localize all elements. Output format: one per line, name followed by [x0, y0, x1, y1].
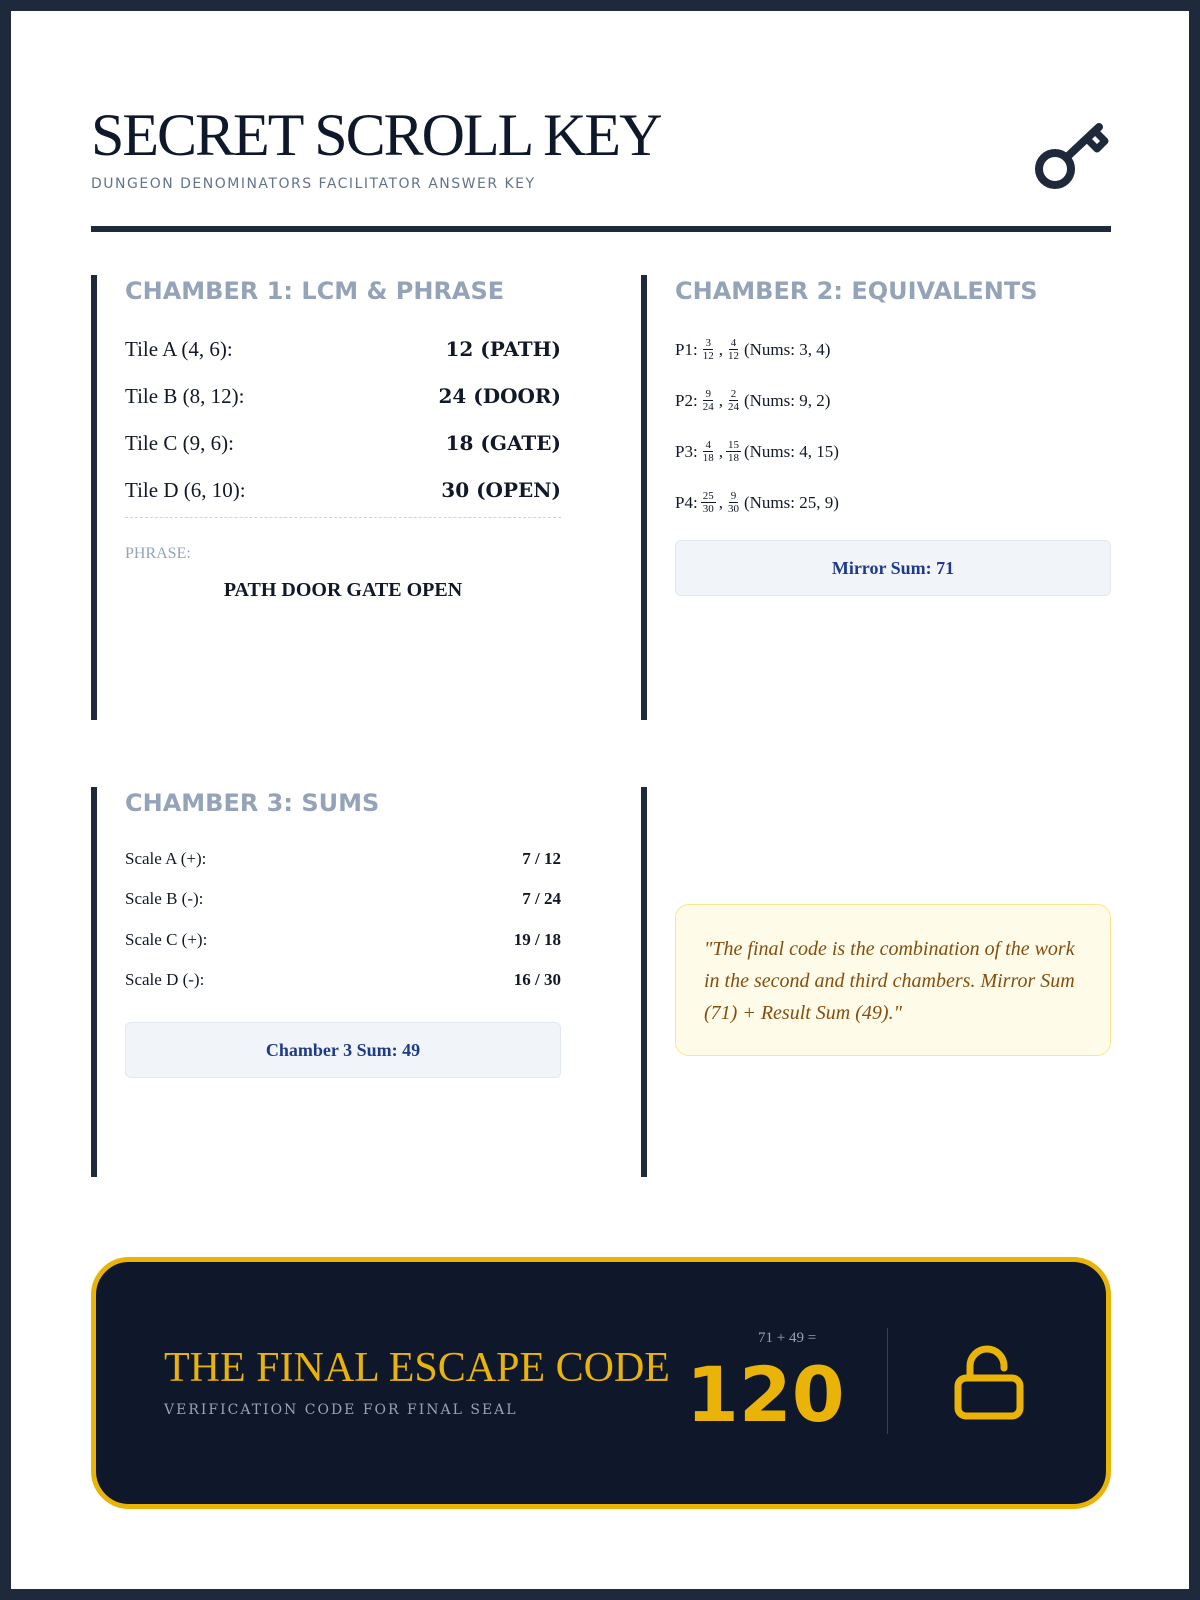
denominator: 12	[727, 350, 739, 362]
numerator: 15	[727, 439, 739, 451]
nums-note: (Nums: 3, 4)	[743, 339, 831, 359]
tile-row	[125, 337, 561, 362]
tile-row	[125, 384, 561, 409]
fraction	[701, 337, 716, 362]
final-code-title: THE FINAL ESCAPE CODE	[164, 1345, 670, 1391]
scale-value: 7 / 12	[522, 849, 561, 868]
numerator: 4	[730, 337, 737, 349]
fraction	[701, 388, 716, 413]
scale-value: 16 / 30	[513, 970, 561, 989]
divider	[125, 517, 561, 518]
scale-value: 19 / 18	[513, 930, 561, 949]
unlock-icon	[954, 1344, 1024, 1420]
fraction	[701, 490, 716, 515]
denominator: 24	[727, 401, 739, 413]
tile-label: Tile D (6, 10):	[125, 478, 246, 502]
numerator: 9	[730, 490, 737, 502]
phrase-label: PHRASE:	[125, 545, 191, 562]
chamber-1-panel	[91, 275, 561, 720]
key-icon	[1031, 117, 1111, 197]
separator: ,	[718, 492, 723, 512]
nums-note: (Nums: 4, 15)	[743, 441, 839, 461]
pair-row	[675, 439, 839, 464]
numerator: 3	[705, 337, 711, 349]
denominator: 12	[702, 350, 714, 362]
scale-label: Scale B (-):	[125, 889, 204, 908]
divider	[887, 1328, 888, 1434]
scale-label: Scale C (+):	[125, 930, 208, 949]
chamber-3-sum-box: Chamber 3 Sum: 49	[125, 1022, 561, 1078]
scale-label: Scale D (-):	[125, 970, 205, 989]
final-code-hint: "The final code is the combination of the work in the second and third chambers. Mirror Sum (71) + Result Sum (49)."	[675, 904, 1111, 1056]
pair-label: P3:	[675, 441, 698, 461]
numerator: 4	[705, 439, 711, 451]
page-subtitle: DUNGEON DENOMINATORS FACILITATOR ANSWER KEY	[91, 176, 536, 192]
tile-value: 12 (PATH)	[445, 337, 561, 361]
scale-value: 7 / 24	[522, 889, 561, 908]
nums-note: (Nums: 25, 9)	[743, 492, 839, 512]
tile-label: Tile B (8, 12):	[125, 384, 245, 408]
scale-row	[125, 889, 561, 909]
pair-row	[675, 337, 830, 362]
denominator: 24	[702, 401, 714, 413]
page-title: SECRET SCROLL KEY	[91, 102, 661, 168]
final-code-subtitle: VERIFICATION CODE FOR FINAL SEAL	[164, 1402, 518, 1418]
escape-code: 120	[686, 1350, 845, 1439]
tile-value: 30 (OPEN)	[441, 478, 561, 502]
numerator: 25	[702, 490, 714, 502]
separator: ,	[718, 390, 723, 410]
tile-row	[125, 478, 561, 503]
fraction	[726, 439, 741, 464]
tile-label: Tile C (9, 6):	[125, 431, 234, 455]
fraction	[701, 439, 716, 464]
tile-value: 24 (DOOR)	[438, 384, 561, 408]
answer-key-sheet	[11, 11, 1189, 1589]
denominator: 18	[702, 452, 714, 464]
nums-note: (Nums: 9, 2)	[743, 390, 831, 410]
pair-row	[675, 490, 839, 515]
fraction	[726, 337, 741, 362]
phrase-answer: PATH DOOR GATE OPEN	[223, 579, 463, 601]
denominator: 30	[727, 503, 739, 515]
scale-row	[125, 970, 561, 990]
scale-row	[125, 849, 561, 869]
mirror-sum-box: Mirror Sum: 71	[675, 540, 1111, 596]
separator: ,	[718, 339, 723, 359]
page-header	[91, 101, 1111, 232]
fraction	[726, 388, 741, 413]
chamber-2-panel	[641, 275, 1111, 720]
hint-panel	[641, 787, 1111, 1177]
tile-value: 18 (GATE)	[445, 431, 561, 455]
denominator: 30	[702, 503, 714, 515]
chamber-3-heading: CHAMBER 3: SUMS	[125, 789, 380, 817]
numerator: 2	[730, 388, 737, 400]
chamber-1-heading: CHAMBER 1: LCM & PHRASE	[125, 277, 505, 305]
denominator: 18	[727, 452, 739, 464]
scale-row	[125, 930, 561, 950]
scale-label: Scale A (+):	[125, 849, 207, 868]
pair-label: P4:	[675, 492, 698, 512]
numerator: 9	[705, 388, 711, 400]
tile-row	[125, 431, 561, 456]
pair-label: P2:	[675, 390, 698, 410]
final-code-banner	[91, 1257, 1111, 1509]
chamber-3-panel	[91, 787, 561, 1177]
chamber-2-heading: CHAMBER 2: EQUIVALENTS	[675, 277, 1038, 305]
pair-label: P1:	[675, 339, 698, 359]
pair-row	[675, 388, 830, 413]
separator: ,	[718, 441, 723, 461]
tile-label: Tile A (4, 6):	[125, 337, 233, 361]
code-equation: 71 + 49 =	[758, 1330, 817, 1346]
fraction	[726, 490, 741, 515]
